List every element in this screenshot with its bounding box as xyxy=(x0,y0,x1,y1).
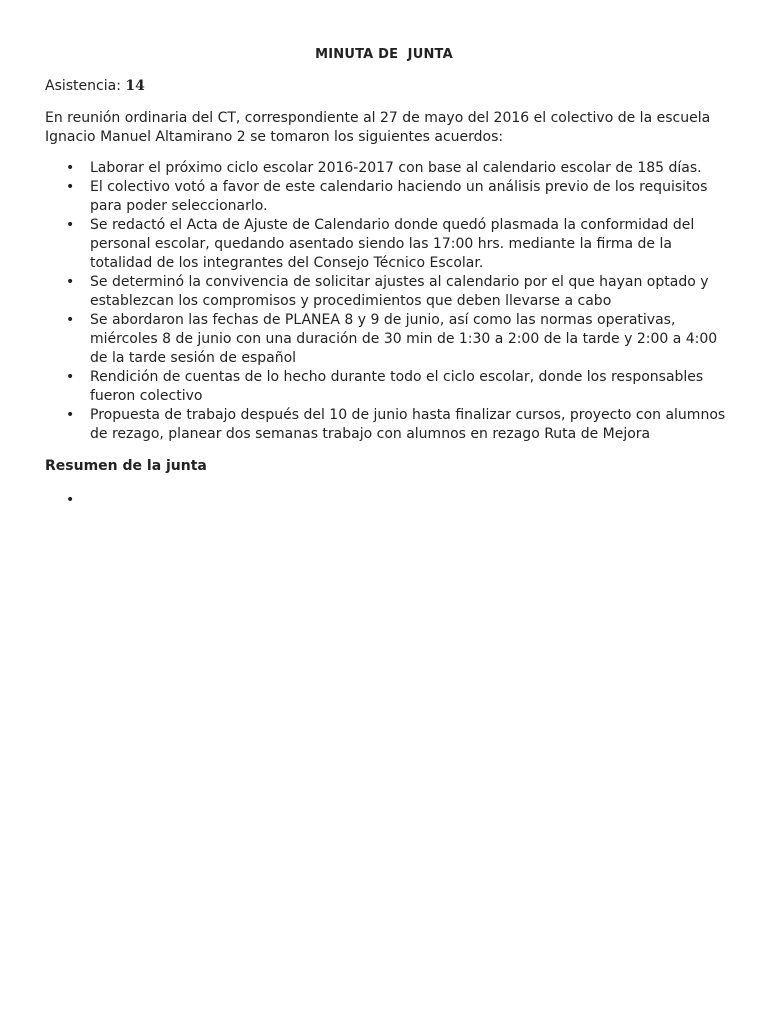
bullet-icon: • xyxy=(66,369,75,385)
bullet-icon: • xyxy=(66,274,75,290)
list-item xyxy=(45,178,735,216)
agreement-text: Propuesta de trabajo después del 10 de junio hasta finalizar cursos, proyecto con alumnos de rezago, planear dos semanas trabajo con alumnos en rezago Ruta de Mejora xyxy=(90,407,726,442)
bullet-icon: • xyxy=(66,160,75,176)
agreement-text: El colectivo votó a favor de este calendario haciendo un análisis previo de los requisitos para poder seleccionarlo. xyxy=(90,179,708,214)
list-item xyxy=(45,406,735,444)
list-item xyxy=(45,159,735,178)
bullet-icon: • xyxy=(66,407,75,423)
intro-paragraph: En reunión ordinaria del CT, correspondiente al 27 de mayo del 2016 el colectivo de la escuela Ignacio Manuel Altamirano 2 se tomaron los siguientes acuerdos: xyxy=(45,110,711,145)
agreements-list xyxy=(45,159,735,444)
list-item xyxy=(45,368,735,406)
agreement-text: Se redactó el Acta de Ajuste de Calendario donde quedó plasmada la conformidad del personal escolar, quedando asentado siendo las 17:00 hrs. mediante la firma de la totalidad de los integrantes del Consejo Técnico Escolar. xyxy=(90,217,695,271)
document-title: MINUTA DE JUNTA xyxy=(315,47,453,62)
agreement-text: Se abordaron las fechas de PLANEA 8 y 9 de junio, así como las normas operativas, miércoles 8 de junio con una duración de 30 min de 1:30 a 2:00 de la tarde y 2:00 a 4:00 de la tarde sesión de español xyxy=(90,312,718,366)
agreement-text: Rendición de cuentas de lo hecho durante todo el ciclo escolar, donde los responsables fueron colectivo xyxy=(90,369,704,404)
bullet-icon: • xyxy=(66,217,75,233)
attendance-count: 14 xyxy=(125,78,145,94)
summary-list xyxy=(45,491,90,510)
attendance-label: Asistencia: xyxy=(45,78,126,94)
bullet-icon: • xyxy=(66,492,75,508)
list-item xyxy=(45,216,735,273)
list-item xyxy=(45,491,90,510)
list-item xyxy=(45,273,735,311)
agreement-text: Se determinó la convivencia de solicitar ajustes al calendario por el que hayan optado y establezcan los compromisos y procedimientos que deben llevarse a cabo xyxy=(90,274,709,309)
bullet-icon: • xyxy=(66,179,75,195)
summary-heading: Resumen de la junta xyxy=(45,458,207,474)
bullet-icon: • xyxy=(66,312,75,328)
attendance-line xyxy=(45,77,145,96)
list-item xyxy=(45,311,735,368)
agreement-text: Laborar el próximo ciclo escolar 2016-2017 con base al calendario escolar de 185 días. xyxy=(90,160,702,176)
